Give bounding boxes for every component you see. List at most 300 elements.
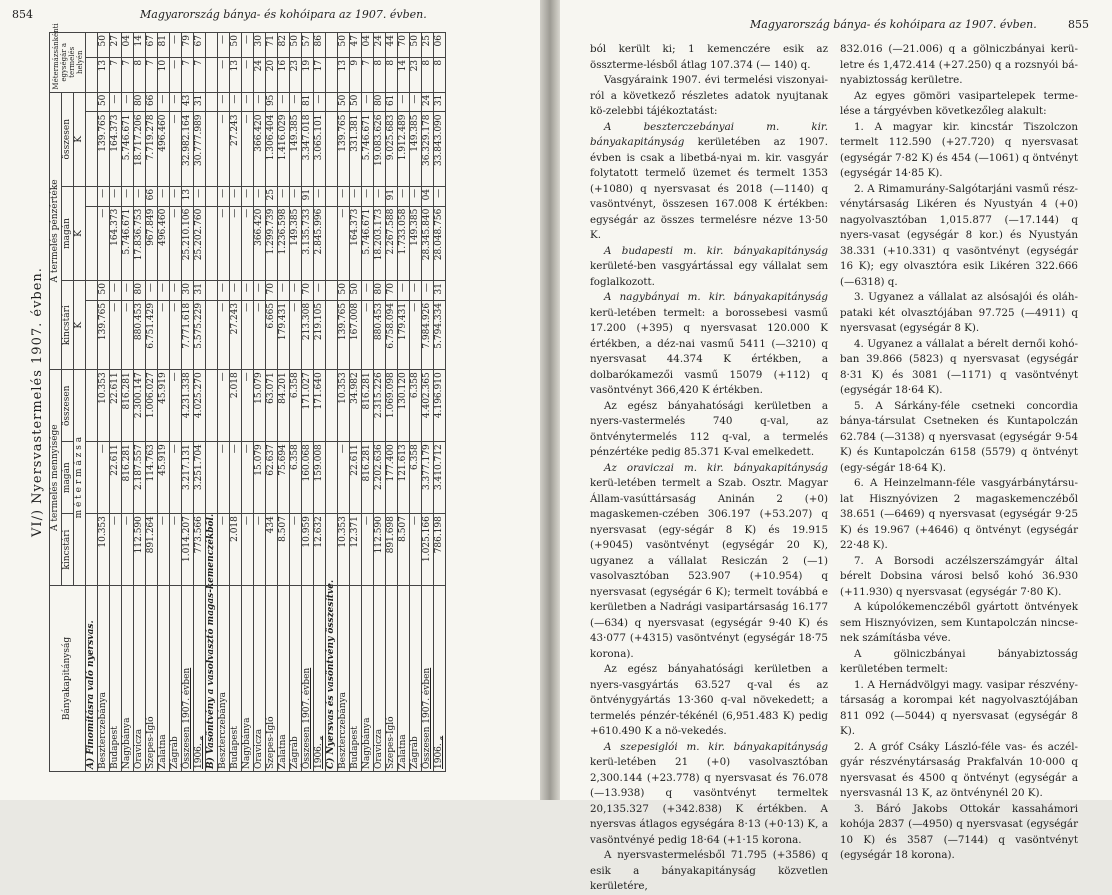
cell-v2b: 66 (146, 186, 158, 206)
paragraph: 3. Báró Jakobs Ottokár kassahámori kohója 2837 (—4950) q nyersvasat (egységár 10 K) és 3587 (—7144) q vasöntvényt (egységár 18 korona). (840, 802, 1078, 861)
header-v-private: magán (62, 186, 74, 280)
cell-v3: 366.420 (254, 112, 266, 186)
cell-q2: 3.251.704 (194, 442, 206, 514)
cell-p2: 04 (362, 33, 374, 58)
cell-q2: 816.281 (362, 442, 374, 514)
header-q-private: magán (62, 442, 74, 514)
table-row (122, 33, 134, 772)
row-label: Oravicza (134, 586, 146, 772)
cell-v1b: — (314, 281, 326, 301)
empty-cell (86, 514, 98, 586)
table-row (266, 33, 278, 772)
cell-q1: — (122, 514, 134, 586)
text-column-1 (590, 42, 828, 895)
cell-q3: 171.640 (314, 370, 326, 442)
cell-v3: 149.385 (290, 112, 302, 186)
cell-v3: 139.765 (338, 112, 350, 186)
cell-v3b: — (314, 92, 326, 112)
cell-v3: 9.025.683 (386, 112, 398, 186)
cell-v1: 5.794.334 (434, 300, 446, 369)
cell-q1: — (218, 514, 230, 586)
row-label: Zágráb (290, 586, 302, 772)
paragraph: Az egyes gömöri vasipartelepek terme-lése a tárgyévben következőleg alakult: (840, 89, 1078, 117)
cell-v2: 2.267.588 (386, 206, 398, 280)
cell-v3: — (218, 112, 230, 186)
cell-q2: 160.068 (302, 442, 314, 514)
row-label: 1906. „ (314, 586, 326, 772)
cell-v1b: 50 (338, 281, 350, 301)
row-label: Beszterczebánya (338, 586, 350, 772)
cell-v3b: — (110, 92, 122, 112)
cell-v1b: — (254, 281, 266, 301)
row-label: Összesen 1907. évben (182, 586, 194, 772)
cell-v1b: — (242, 281, 254, 301)
cell-v1: 7.771.618 (182, 300, 194, 369)
cell-q3: 22.611 (110, 370, 122, 442)
cell-v1: 219.105 (314, 300, 326, 369)
cell-p1: 7 (110, 57, 122, 92)
cell-v1: 880.453 (134, 300, 146, 369)
cell-v1: 27.243 (230, 300, 242, 369)
production-table (49, 23, 446, 772)
cell-q3: — (170, 370, 182, 442)
cell-v3: 33.843.090 (434, 112, 446, 186)
cell-v2: 3.135.733 (302, 206, 314, 280)
cell-v3b: 50 (98, 92, 110, 112)
empty-cell (326, 370, 338, 442)
cell-q2: 62.637 (266, 442, 278, 514)
cell-p2: 67 (146, 33, 158, 58)
cell-v1b: 50 (350, 281, 362, 301)
paragraph: 832.016 (—21.006) q a gölniczbányai kerü-letre és 1,472.414 (+27.250) q a rozsnyói bá-nyabiztosság kerületre. (840, 43, 1078, 86)
cell-p2: 25 (422, 33, 434, 58)
cell-q3: 1.069.098 (386, 370, 398, 442)
left-page (0, 0, 540, 800)
cell-q2: 15.079 (254, 442, 266, 514)
cell-q3: 4.196.910 (434, 370, 446, 442)
empty-cell (206, 442, 218, 514)
table-row (242, 33, 254, 772)
cell-q1: 434 (266, 514, 278, 586)
cell-v1b: — (362, 281, 374, 301)
cell-q1: — (362, 514, 374, 586)
cell-q1: — (254, 514, 266, 586)
cell-q1: 773.566 (194, 514, 206, 586)
cell-v3: 149.385 (410, 112, 422, 186)
paragraph: 6. A Heinzelmann-féle vasgyárbánytársu-lat Hisznyóvizen 2 magaskemenczéből 38.651 (—6469) q nyersvasat (egységár 9·25 K) és 19.967 (+4646) q öntvényt (egységár 22·48 K). (840, 477, 1078, 551)
cell-v2b: — (278, 186, 290, 206)
empty-cell (86, 300, 98, 369)
cell-v2: 496.460 (158, 206, 170, 280)
cell-v2: 967.849 (146, 206, 158, 280)
cell-q2: 6.358 (290, 442, 302, 514)
total-row (302, 33, 314, 772)
cell-v2b: — (158, 186, 170, 206)
cell-q1: 891.264 (146, 514, 158, 586)
cell-v1b: 31 (194, 281, 206, 301)
cell-q2: 6.358 (410, 442, 422, 514)
paragraph: 5. A Sárkány-féle csetneki concordia bánya-társulat Csetneken és Kuntapolczán 62.784 (—3138) q nyersvasat (egységár 9·54 K) és Kuntapolczán 6158 (5579) q öntvényt (egy-ségár 18·64 K). (840, 399, 1078, 474)
cell-v1: — (218, 300, 230, 369)
cell-v1: 6.665 (266, 300, 278, 369)
cell-v1b: 80 (374, 281, 386, 301)
table-row (350, 33, 362, 772)
table-row (230, 33, 242, 772)
cell-v2: 366.420 (254, 206, 266, 280)
cell-v1: 139.765 (98, 300, 110, 369)
rotated-table-wrapper (30, 23, 510, 772)
section-row (326, 33, 338, 772)
text-column-2 (840, 42, 1078, 864)
cell-p1: 8 (422, 57, 434, 92)
cell-v1: — (170, 300, 182, 369)
empty-cell (326, 281, 338, 301)
cell-v2b: — (134, 186, 146, 206)
empty-cell (86, 33, 98, 58)
cell-p1: 24 (254, 57, 266, 92)
cell-q2: 2.187.557 (134, 442, 146, 514)
cell-q2: 22.611 (110, 442, 122, 514)
cell-v1: 213.308 (302, 300, 314, 369)
cell-q3: 15.079 (254, 370, 266, 442)
cell-p2: 50 (338, 33, 350, 58)
cell-p2: 27 (110, 33, 122, 58)
cell-p1: 10 (158, 57, 170, 92)
cell-v1b: 50 (98, 281, 110, 301)
table-row (110, 33, 122, 772)
paragraph: Az oraviczai m. kir. bányakapitányság kerü-letében termelt a Szab. Osztr. Magyar Állam-vasúttársaság Aninán 2 (+0) magaskemen-czében 306.197 (+53.207) q nyersvasat (egy-ségár 8 K) és 19.915 (+9045) vasöntvényt (egységár 20 K), ugyanez a vállalat Resiczán 2 (—1) vasolvasztóban 523.907 (+10.954) q nyersvasat (egységár 6 K); termelt továbbá e kerületben a Nadrági vasipartársaság 16.177 (—634) q nyersvasat (egységár 9·40 K) és 43·077 (+4315) vasöntvényt (egységár 18·75 korona). (590, 461, 828, 660)
cell-p1: 17 (314, 57, 326, 92)
row-label: Zágráb (410, 586, 422, 772)
cell-p2: 30 (254, 33, 266, 58)
cell-v3b: — (242, 92, 254, 112)
header-admin: Bányakapitányság (50, 586, 86, 772)
cell-p2: 47 (350, 33, 362, 58)
cell-v3b: — (278, 92, 290, 112)
empty-cell (206, 57, 218, 92)
cell-v2b: — (374, 186, 386, 206)
row-label: Nagybánya (242, 586, 254, 772)
cell-v3: — (242, 112, 254, 186)
cell-q3: 4.402.365 (422, 370, 434, 442)
paragraph: 1. A Hernádvölgyi magy. vasipar részvény-társaság a korompai két nagyolvasztójában 811 092 (—5044) q nyersvasat (egységár 8 K). (840, 678, 1078, 737)
paragraph: A nyersvastermelésből 71.795 (+3586) q esik a bányakapitányság közvetlen kerületére, (590, 849, 828, 892)
cell-q1: 10.353 (338, 514, 350, 586)
table-row (98, 33, 110, 772)
cell-v2: 149.385 (410, 206, 422, 280)
paragraph: 3. Ugyanez a vállalat az alsósajói és oláh-pataki két olvasztójában 97.725 (—4911) q nyersvasat (egységár 8 K). (840, 291, 1078, 334)
cell-p1: 14 (398, 57, 410, 92)
paragraph: Vasgyáraink 1907. évi termelési viszonyai-ról a következő részletes adatok nyujtanak kö-zelebbi tájékoztatást: (590, 74, 828, 117)
cell-v3: 3.065.101 (314, 112, 326, 186)
cell-v3: 164.373 (110, 112, 122, 186)
table-row (134, 33, 146, 772)
cell-q3: 2.300.147 (134, 370, 146, 442)
cell-p1: — (170, 57, 182, 92)
total-row (314, 33, 326, 772)
cell-v2b: — (398, 186, 410, 206)
cell-q3: 2.018 (230, 370, 242, 442)
cell-q2: 3.377.179 (422, 442, 434, 514)
cell-v3b: — (158, 92, 170, 112)
cell-v2b: — (254, 186, 266, 206)
cell-q2: 3.217.131 (182, 442, 194, 514)
row-label: Összesen 1907. évben (422, 586, 434, 772)
row-label: Összesen 1907. évben (302, 586, 314, 772)
cell-v2b: — (122, 186, 134, 206)
cell-v2: — (98, 206, 110, 280)
row-label: Nagybánya (122, 586, 134, 772)
cell-v1b: — (218, 281, 230, 301)
section-title: A) Finomításra való nyersvas. (86, 586, 98, 772)
cell-v1: — (362, 300, 374, 369)
cell-v3b: — (218, 92, 230, 112)
cell-q2: 816.281 (122, 442, 134, 514)
table-row (158, 33, 170, 772)
cell-q1: 2.018 (230, 514, 242, 586)
cell-v3b: 24 (422, 92, 434, 112)
cell-v1: 6.758.094 (386, 300, 398, 369)
cell-q2: — (218, 442, 230, 514)
cell-p2: — (218, 33, 230, 58)
header-v-state: kincstári (62, 281, 74, 370)
cell-q1: 10.959 (302, 514, 314, 586)
section-title: B) Vasöntvény a vasolvasztó magas-kemenczékből. (206, 586, 218, 772)
cell-p1: 7 (182, 57, 194, 92)
empty-cell (86, 206, 98, 280)
cell-v1: — (158, 300, 170, 369)
cell-v2: — (218, 206, 230, 280)
empty-cell (206, 281, 218, 301)
table-row (338, 33, 350, 772)
cell-v1: 179.431 (278, 300, 290, 369)
cell-v2: 1.236.598 (278, 206, 290, 280)
left-running-head: Magyarország bánya- és kohóipara az 1907. évben. (140, 8, 427, 21)
header-q-total: összesen (62, 370, 74, 442)
cell-v1: 5.575.229 (194, 300, 206, 369)
cell-v3: 36.329.178 (422, 112, 434, 186)
cell-v2: 25.210.106 (182, 206, 194, 280)
cell-v1: 7.984.926 (422, 300, 434, 369)
cell-q1: — (290, 514, 302, 586)
cell-v1: 179.431 (398, 300, 410, 369)
cell-v3b: 50 (338, 92, 350, 112)
row-label: Budapest (230, 586, 242, 772)
cell-v1b: — (290, 281, 302, 301)
row-label: Szepes-Igló (146, 586, 158, 772)
cell-v2: — (170, 206, 182, 280)
cell-v2b: — (98, 186, 110, 206)
cell-v1b: 70 (302, 281, 314, 301)
cell-q3: 6.358 (290, 370, 302, 442)
cell-p2: — (170, 33, 182, 58)
cell-v2: 25.202.760 (194, 206, 206, 280)
cell-v3: 7.719.278 (146, 112, 158, 186)
paragraph: A szepesiglói m. kir. bányakapitányság kerü-letében 21 (+0) vasolvasztóban 2,300.144 (+23.778) q nyersvasat és 76.078 (—13.938) q vasöntvényt termeltek 20,135.327 (+342.838) K értékben. A nyersvas átlagos egységára 8·13 (+0·13) K, a vasöntvényé pedig 18·64 (+1·15 korona. (590, 740, 828, 846)
row-label: Budapest (110, 586, 122, 772)
cell-q1: 1.014.207 (182, 514, 194, 586)
cell-v3b: — (170, 92, 182, 112)
cell-q2: 114.763 (146, 442, 158, 514)
cell-p1: 7 (194, 57, 206, 92)
cell-v2b: 13 (182, 186, 194, 206)
row-label: Szepes-Igló (266, 586, 278, 772)
empty-cell (326, 33, 338, 58)
cell-v2b: — (242, 186, 254, 206)
empty-cell (86, 281, 98, 301)
cell-q3: 84.201 (278, 370, 290, 442)
cell-p2: 50 (98, 33, 110, 58)
cell-q3: 1.006.027 (146, 370, 158, 442)
cell-v1: 6.751.429 (146, 300, 158, 369)
header-value: A termelés pénzértéke (50, 92, 62, 370)
cell-q2: 45.919 (158, 442, 170, 514)
cell-q2: 121.613 (398, 442, 410, 514)
empty-cell (326, 300, 338, 369)
cell-v3b: — (122, 92, 134, 112)
cell-v2b: — (434, 186, 446, 206)
right-page (560, 0, 1112, 892)
cell-q2: — (338, 442, 350, 514)
cell-v3: 32.982.164 (182, 112, 194, 186)
paragraph: A nagybányai m. kir. bányakapitányság kerü-letében termelt: a borossebesi vasmű 17.200 (+395) q nyersvasat 120.000 K értékben, a déz-nai vasmű 5411 (—3210) q nyersvasat 44.374 K értékben, a dolbarókamezői vasmű 15079 (+112) q vasöntvényt 366,420 K értékben. (590, 291, 828, 396)
cell-p2: 06 (434, 33, 446, 58)
cell-q3: 4.025.270 (194, 370, 206, 442)
cell-v1: — (242, 300, 254, 369)
paragraph: 4. Ugyanez a vállalat a bérelt dernői kohó-ban 39.866 (5823) q nyersvasat (egységár 8·31 K) és 3081 (—1171) q vasöntvényt (egységár 18·64 K). (840, 337, 1078, 396)
empty-cell (206, 300, 218, 369)
cell-v1: — (122, 300, 134, 369)
cell-p2: 50 (230, 33, 242, 58)
row-label: 1906. „ (194, 586, 206, 772)
cell-v3: 1.912.489 (398, 112, 410, 186)
row-label: Nagybánya (362, 586, 374, 772)
cell-v1b: — (170, 281, 182, 301)
cell-v1b: — (410, 281, 422, 301)
empty-cell (206, 33, 218, 58)
cell-q1: 8.507 (278, 514, 290, 586)
cell-v2: 5.746.671 (122, 206, 134, 280)
cell-p2: 04 (122, 33, 134, 58)
cell-p2: 24 (374, 33, 386, 58)
cell-q2: 3.410.712 (434, 442, 446, 514)
cell-v3b: — (230, 92, 242, 112)
table-row (398, 33, 410, 772)
table-row (254, 33, 266, 772)
section-row (206, 33, 218, 772)
cell-p1: 8 (434, 57, 446, 92)
cell-v1b: 70 (266, 281, 278, 301)
cell-v3: 19.083.626 (374, 112, 386, 186)
table-row (386, 33, 398, 772)
cell-q1: 1.025.166 (422, 514, 434, 586)
paragraph: Az egész bányahatósági kerületben a nyers-vastermelés 740 q-val, az öntvénytermelés 112 q-val, a termelés pénzértéke pedig 85.371 K-val emelkedett. (590, 399, 828, 458)
cell-q3: 63.071 (266, 370, 278, 442)
cell-q2: 177.400 (386, 442, 398, 514)
cell-q3: 2.315.226 (374, 370, 386, 442)
table-row (146, 33, 158, 772)
paragraph: 2. A Rimamurány-Salgótarjáni vasmű rész-vénytársaság Likéren és Nyustyán 4 (+0) nagyolvasztóban 1,015.877 (—17.144) q nyers-vasat (egységár 8 kor.) és Nyustyán 38.331 (+10.331) q vasöntvényt (egységár 16 K); egy olvasztóra esik Likéren 322.666 (—6318) q. (840, 182, 1078, 288)
table-row (170, 33, 182, 772)
empty-cell (326, 57, 338, 92)
table-row (410, 33, 422, 772)
cell-p1: 7 (362, 57, 374, 92)
cell-v2b: — (362, 186, 374, 206)
paragraph: A budapesti m. kir. bányakapitányság kerületé-ben vasgyártással egy vállalat sem foglalkozott. (590, 244, 828, 288)
cell-v1: — (410, 300, 422, 369)
cell-v2: 1.299.739 (266, 206, 278, 280)
right-running-head: Magyarország bánya- és kohóipara az 1907. évben. (750, 18, 1037, 31)
cell-p1: — (218, 57, 230, 92)
cell-v2: — (338, 206, 350, 280)
cell-p2: 57 (302, 33, 314, 58)
cell-v2b: — (410, 186, 422, 206)
table-row (374, 33, 386, 772)
cell-q1: 10.353 (98, 514, 110, 586)
cell-q2: 159.008 (314, 442, 326, 514)
cell-v3b: — (398, 92, 410, 112)
right-page-number: 855 (1068, 18, 1089, 31)
cell-v2b: — (314, 186, 326, 206)
cell-v2: — (242, 206, 254, 280)
total-row (194, 33, 206, 772)
cell-q1: 112.590 (134, 514, 146, 586)
cell-q3: 171.027 (302, 370, 314, 442)
cell-p2: 14 (134, 33, 146, 58)
cell-v1b: — (230, 281, 242, 301)
cell-q3: 6.358 (410, 370, 422, 442)
cell-v1b: — (110, 281, 122, 301)
header-quantity: A termelés mennyisége (50, 370, 62, 586)
cell-v2: 5.746.671 (362, 206, 374, 280)
cell-p1: 13 (98, 57, 110, 92)
cell-v3b: 31 (434, 92, 446, 112)
total-row (422, 33, 434, 772)
paragraph: ból került ki; 1 kemenczére esik az összterme-lésből átlag 107.374 (— 140) q. (590, 43, 828, 71)
header-unit: m é t e r m á z s a (74, 370, 86, 586)
cell-q2: — (170, 442, 182, 514)
paragraph: Az egész bányahatósági kerületben a nyers-vasgyártás 63.527 q-val és az öntvénygyártás 13·360 q-val növekedett; a termelés pénzér-tékénél (6,951.483 K) pedig +610.490 K a nö-vekedés. (590, 663, 828, 737)
row-label: Zalatna (398, 586, 410, 772)
empty-cell (206, 112, 218, 186)
header-currency-2: K (74, 186, 86, 280)
cell-p2: 81 (158, 33, 170, 58)
cell-q3: 10.353 (98, 370, 110, 442)
section-row (86, 33, 98, 772)
cell-v3b: 50 (350, 92, 362, 112)
cell-v3b: — (410, 92, 422, 112)
cell-v1b: 30 (182, 281, 194, 301)
cell-p2: 86 (314, 33, 326, 58)
cell-q3: 45.919 (158, 370, 170, 442)
empty-cell (206, 92, 218, 112)
cell-q2: — (98, 442, 110, 514)
table-title: VI/) Nyersvastermelés 1907. évben. (30, 267, 45, 537)
empty-cell (326, 92, 338, 112)
cell-v3: 3.347.018 (302, 112, 314, 186)
cell-q1: 12.632 (314, 514, 326, 586)
cell-v3: 496.460 (158, 112, 170, 186)
cell-p1: 7 (146, 57, 158, 92)
row-label: Oravicza (374, 586, 386, 772)
cell-v3b: — (290, 92, 302, 112)
cell-q2: 75.694 (278, 442, 290, 514)
cell-p1: 23 (290, 57, 302, 92)
cell-v2: 28.345.840 (422, 206, 434, 280)
cell-v3b: — (254, 92, 266, 112)
row-label: Szepes-Igló (386, 586, 398, 772)
cell-q1: — (242, 514, 254, 586)
